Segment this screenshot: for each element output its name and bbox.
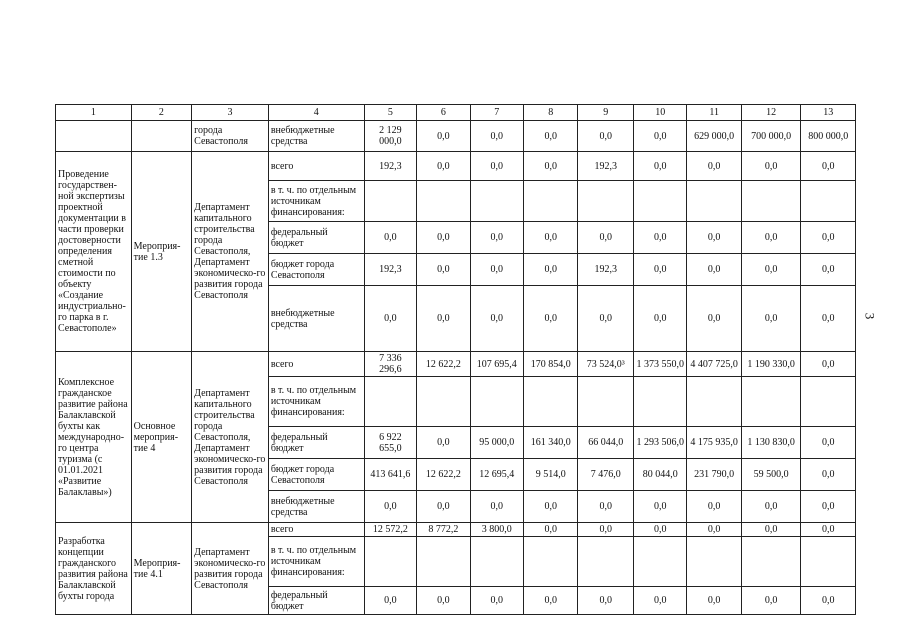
value-cell: 12 572,2 — [364, 523, 416, 537]
activity-type-cell: Мероприя-тие 1.3 — [131, 152, 192, 352]
value-cell: 95 000,0 — [470, 427, 523, 459]
value-cell — [801, 377, 856, 427]
value-cell: 0,0 — [524, 222, 578, 254]
value-cell — [633, 377, 686, 427]
value-cell: 0,0 — [741, 491, 801, 523]
value-cell: 700 000,0 — [741, 121, 801, 152]
value-cell: 0,0 — [741, 523, 801, 537]
value-cell — [417, 537, 470, 587]
header-cell: 9 — [578, 105, 633, 121]
value-cell: 231 790,0 — [687, 459, 741, 491]
value-cell: 0,0 — [524, 523, 578, 537]
value-cell: 0,0 — [633, 587, 686, 615]
value-cell: 0,0 — [633, 523, 686, 537]
value-cell — [741, 377, 801, 427]
executor-cell: Департамент капитального строительства города Севастополя, Департамент экономическо-го развития города Севастополя — [192, 152, 269, 352]
value-cell: 12 622,2 — [417, 352, 470, 377]
value-cell: 0,0 — [470, 286, 523, 352]
value-cell — [524, 377, 578, 427]
header-cell: 1 — [56, 105, 132, 121]
value-cell: 0,0 — [687, 254, 741, 286]
value-cell: 0,0 — [633, 121, 686, 152]
header-cell: 3 — [192, 105, 269, 121]
value-cell — [741, 181, 801, 222]
value-cell: 1 190 330,0 — [741, 352, 801, 377]
value-cell: 66 044,0 — [578, 427, 633, 459]
value-cell: 107 695,4 — [470, 352, 523, 377]
source-cell: в т. ч. по отдельным источникам финансирования: — [268, 537, 364, 587]
source-cell: федеральный бюджет — [268, 427, 364, 459]
value-cell — [687, 537, 741, 587]
value-cell — [364, 537, 416, 587]
value-cell: 59 500,0 — [741, 459, 801, 491]
header-row — [56, 105, 856, 121]
value-cell: 0,0 — [417, 587, 470, 615]
value-cell: 0,0 — [524, 587, 578, 615]
value-cell: 0,0 — [417, 286, 470, 352]
value-cell — [470, 377, 523, 427]
value-cell: 0,0 — [801, 352, 856, 377]
value-cell: 170 854,0 — [524, 352, 578, 377]
value-cell: 0,0 — [364, 491, 416, 523]
value-cell — [364, 377, 416, 427]
value-cell: 0,0 — [801, 152, 856, 181]
header-cell: 11 — [687, 105, 741, 121]
budget-table — [55, 104, 856, 615]
value-cell: 0,0 — [633, 222, 686, 254]
value-cell: 192,3 — [364, 152, 416, 181]
value-cell: 0,0 — [801, 491, 856, 523]
table-row — [56, 352, 856, 377]
value-cell: 0,0 — [524, 254, 578, 286]
value-cell: 0,0 — [417, 152, 470, 181]
value-cell: 73 524,0³ — [578, 352, 633, 377]
source-cell: всего — [268, 523, 364, 537]
value-cell: 0,0 — [633, 286, 686, 352]
value-cell: 0,0 — [687, 491, 741, 523]
value-cell: 0,0 — [470, 587, 523, 615]
type-cell — [131, 121, 192, 152]
source-cell: всего — [268, 152, 364, 181]
header-cell: 2 — [131, 105, 192, 121]
value-cell: 1 293 506,0 — [633, 427, 686, 459]
value-cell: 0,0 — [741, 222, 801, 254]
value-cell: 0,0 — [687, 523, 741, 537]
value-cell: 800 000,0 — [801, 121, 856, 152]
executor-cell: города Севастополя — [192, 121, 269, 152]
source-cell: бюджет города Севастополя — [268, 459, 364, 491]
value-cell: 0,0 — [470, 152, 523, 181]
value-cell: 0,0 — [524, 121, 578, 152]
source-cell: федеральный бюджет — [268, 587, 364, 615]
value-cell: 1 130 830,0 — [741, 427, 801, 459]
source-cell: внебюджетные средства — [268, 121, 364, 152]
table-row — [56, 523, 856, 537]
source-cell: в т. ч. по отдельным источникам финансирования: — [268, 181, 364, 222]
value-cell: 0,0 — [741, 254, 801, 286]
value-cell — [470, 181, 523, 222]
value-cell: 0,0 — [741, 587, 801, 615]
value-cell — [687, 181, 741, 222]
value-cell: 7 476,0 — [578, 459, 633, 491]
value-cell: 0,0 — [470, 491, 523, 523]
value-cell: 0,0 — [801, 523, 856, 537]
executor-cell: Департамент капитального строительства города Севастополя, Департамент экономическо-го развития города Севастополя — [192, 352, 269, 523]
value-cell: 0,0 — [801, 254, 856, 286]
value-cell: 4 175 935,0 — [687, 427, 741, 459]
activity-name-cell: Разработка концепции гражданского развития района Балаклавской бухты города — [56, 523, 132, 615]
value-cell: 0,0 — [417, 427, 470, 459]
value-cell: 0,0 — [578, 523, 633, 537]
value-cell — [417, 377, 470, 427]
activity-name-cell: Комплексное гражданское развитие района Балаклавской бухты как международно-го центра туризма (с 01.01.2021 «Развитие Балаклавы») — [56, 352, 132, 523]
value-cell — [801, 537, 856, 587]
value-cell: 2 129 000,0 — [364, 121, 416, 152]
value-cell — [524, 537, 578, 587]
value-cell: 0,0 — [633, 254, 686, 286]
activity-name-cell: Проведение государствен-ной экспертизы проектной документации в части проверки достоверности определения сметной стоимости по объекту «Создание индустриально-го парка в г. Севастополе» — [56, 152, 132, 352]
value-cell — [364, 181, 416, 222]
value-cell: 0,0 — [687, 286, 741, 352]
value-cell: 0,0 — [741, 286, 801, 352]
name-cell — [56, 121, 132, 152]
activity-type-cell: Мероприя-тие 4.1 — [131, 523, 192, 615]
value-cell: 0,0 — [633, 152, 686, 181]
value-cell: 8 772,2 — [417, 523, 470, 537]
value-cell: 0,0 — [801, 286, 856, 352]
value-cell: 6 922 655,0 — [364, 427, 416, 459]
value-cell: 0,0 — [687, 152, 741, 181]
value-cell: 0,0 — [578, 587, 633, 615]
value-cell: 7 336 296,6 — [364, 352, 416, 377]
header-cell: 12 — [741, 105, 801, 121]
value-cell: 0,0 — [364, 587, 416, 615]
value-cell: 192,3 — [364, 254, 416, 286]
value-cell: 0,0 — [578, 121, 633, 152]
header-cell: 6 — [417, 105, 470, 121]
value-cell: 3 800,0 — [470, 523, 523, 537]
value-cell: 629 000,0 — [687, 121, 741, 152]
value-cell: 0,0 — [364, 222, 416, 254]
value-cell: 0,0 — [417, 121, 470, 152]
value-cell: 0,0 — [687, 222, 741, 254]
activity-type-cell: Основное мероприя-тие 4 — [131, 352, 192, 523]
value-cell — [578, 181, 633, 222]
value-cell: 1 373 550,0 — [633, 352, 686, 377]
header-cell: 7 — [470, 105, 523, 121]
value-cell — [417, 181, 470, 222]
table-row — [56, 152, 856, 181]
value-cell: 0,0 — [524, 152, 578, 181]
page-number: 3 — [862, 312, 878, 320]
value-cell: 80 044,0 — [633, 459, 686, 491]
value-cell: 0,0 — [524, 286, 578, 352]
value-cell: 12 622,2 — [417, 459, 470, 491]
value-cell: 0,0 — [801, 587, 856, 615]
value-cell — [633, 537, 686, 587]
header-cell: 13 — [801, 105, 856, 121]
value-cell: 4 407 725,0 — [687, 352, 741, 377]
value-cell: 0,0 — [741, 152, 801, 181]
value-cell: 0,0 — [417, 491, 470, 523]
value-cell — [524, 181, 578, 222]
value-cell: 0,0 — [524, 491, 578, 523]
executor-cell: Департамент экономическо-го развития города Севастополя — [192, 523, 269, 615]
source-cell: внебюджетные средства — [268, 286, 364, 352]
value-cell: 0,0 — [470, 254, 523, 286]
value-cell: 0,0 — [364, 286, 416, 352]
value-cell — [687, 377, 741, 427]
source-cell: внебюджетные средства — [268, 491, 364, 523]
value-cell: 0,0 — [633, 491, 686, 523]
value-cell: 0,0 — [578, 222, 633, 254]
source-cell: федеральный бюджет — [268, 222, 364, 254]
value-cell: 0,0 — [470, 121, 523, 152]
source-cell: бюджет города Севастополя — [268, 254, 364, 286]
source-cell: в т. ч. по отдельным источникам финансирования: — [268, 377, 364, 427]
value-cell — [578, 537, 633, 587]
value-cell: 0,0 — [417, 222, 470, 254]
value-cell: 0,0 — [801, 222, 856, 254]
header-cell: 5 — [364, 105, 416, 121]
value-cell — [633, 181, 686, 222]
value-cell: 413 641,6 — [364, 459, 416, 491]
value-cell: 192,3 — [578, 254, 633, 286]
value-cell: 0,0 — [578, 286, 633, 352]
value-cell — [801, 181, 856, 222]
value-cell — [578, 377, 633, 427]
value-cell: 0,0 — [687, 587, 741, 615]
value-cell: 0,0 — [578, 491, 633, 523]
header-cell: 4 — [268, 105, 364, 121]
value-cell: 12 695,4 — [470, 459, 523, 491]
value-cell — [470, 537, 523, 587]
value-cell: 0,0 — [470, 222, 523, 254]
value-cell: 192,3 — [578, 152, 633, 181]
value-cell: 9 514,0 — [524, 459, 578, 491]
value-cell: 161 340,0 — [524, 427, 578, 459]
header-cell: 8 — [524, 105, 578, 121]
continuation-row — [56, 121, 856, 152]
value-cell: 0,0 — [801, 427, 856, 459]
source-cell: всего — [268, 352, 364, 377]
value-cell: 0,0 — [417, 254, 470, 286]
header-cell: 10 — [633, 105, 686, 121]
value-cell: 0,0 — [801, 459, 856, 491]
value-cell — [741, 537, 801, 587]
